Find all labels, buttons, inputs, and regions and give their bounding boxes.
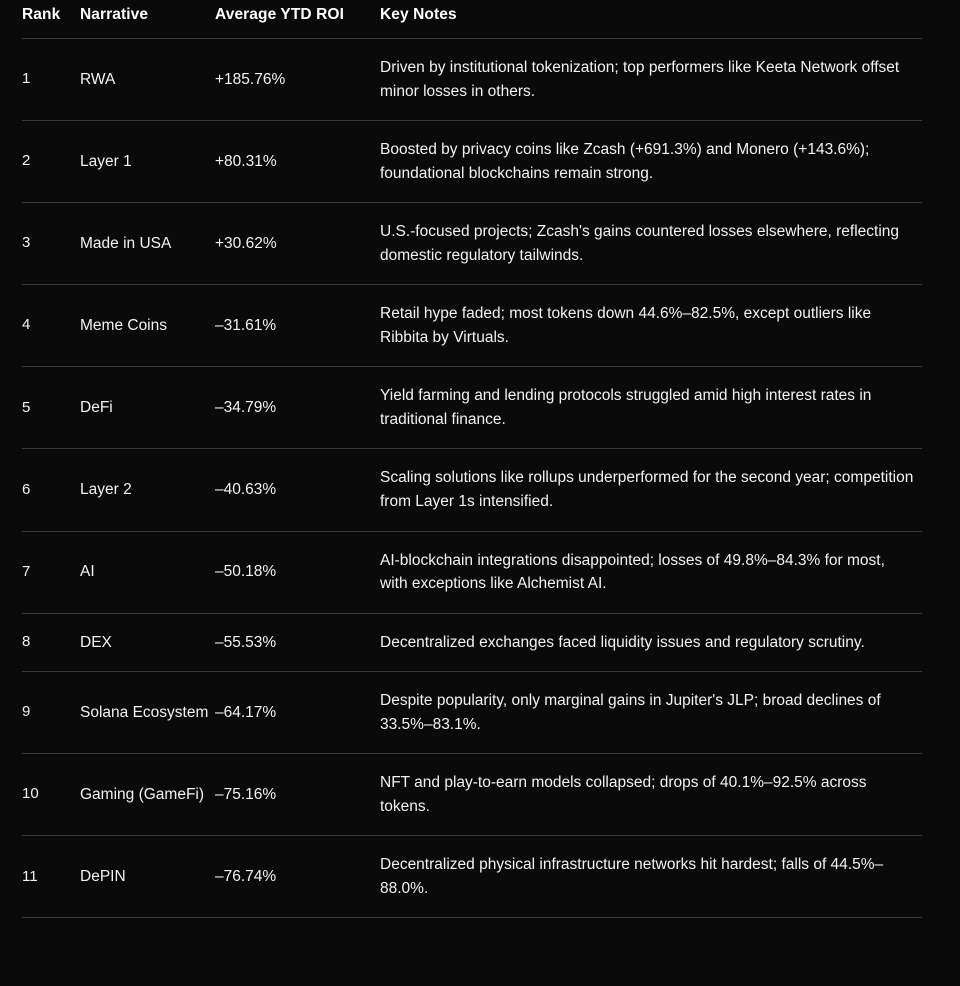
cell-notes: Boosted by privacy coins like Zcash (+691.3%) and Monero (+143.6%); foundational blockchains remain strong. bbox=[380, 121, 922, 203]
table-row bbox=[22, 836, 922, 918]
cell-rank: 6 bbox=[22, 449, 80, 531]
cell-roi: –55.53% bbox=[215, 613, 380, 672]
cell-narrative: DEX bbox=[80, 613, 215, 672]
table-row bbox=[22, 367, 922, 449]
cell-rank: 5 bbox=[22, 367, 80, 449]
column-header-roi: Average YTD ROI bbox=[215, 6, 344, 23]
table-row bbox=[22, 531, 922, 613]
cell-notes: Scaling solutions like rollups underperformed for the second year; competition from Layer 1s intensified. bbox=[380, 449, 922, 531]
table-row bbox=[22, 285, 922, 367]
cell-notes: Retail hype faded; most tokens down 44.6%–82.5%, except outliers like Ribbita by Virtuals. bbox=[380, 285, 922, 367]
cell-roi: –76.74% bbox=[215, 836, 380, 918]
cell-rank: 10 bbox=[22, 754, 80, 836]
column-header-notes: Key Notes bbox=[380, 6, 457, 23]
cell-rank: 3 bbox=[22, 203, 80, 285]
cell-notes: Driven by institutional tokenization; top performers like Keeta Network offset minor losses in others. bbox=[380, 39, 922, 121]
cell-roi: +80.31% bbox=[215, 121, 380, 203]
cell-narrative: Layer 1 bbox=[80, 121, 215, 203]
column-header-narrative: Narrative bbox=[80, 6, 149, 23]
cell-rank: 8 bbox=[22, 613, 80, 672]
cell-notes: Despite popularity, only marginal gains in Jupiter's JLP; broad declines of 33.5%–83.1%. bbox=[380, 672, 922, 754]
cell-roi: –31.61% bbox=[215, 285, 380, 367]
cell-rank: 7 bbox=[22, 531, 80, 613]
table-row bbox=[22, 39, 922, 121]
cell-notes: U.S.-focused projects; Zcash's gains countered losses elsewhere, reflecting domestic regulatory tailwinds. bbox=[380, 203, 922, 285]
table-row bbox=[22, 613, 922, 672]
cell-rank: 9 bbox=[22, 672, 80, 754]
cell-narrative: Layer 2 bbox=[80, 449, 215, 531]
cell-narrative: Gaming (GameFi) bbox=[80, 754, 215, 836]
table-header-row bbox=[22, 0, 922, 39]
cell-narrative: Made in USA bbox=[80, 203, 215, 285]
cell-narrative: DeFi bbox=[80, 367, 215, 449]
cell-rank: 2 bbox=[22, 121, 80, 203]
cell-rank: 1 bbox=[22, 39, 80, 121]
cell-notes: Decentralized physical infrastructure networks hit hardest; falls of 44.5%–88.0%. bbox=[380, 836, 922, 918]
cell-notes: Decentralized exchanges faced liquidity issues and regulatory scrutiny. bbox=[380, 613, 922, 672]
cell-roi: +30.62% bbox=[215, 203, 380, 285]
table-row bbox=[22, 449, 922, 531]
cell-roi: –64.17% bbox=[215, 672, 380, 754]
cell-roi: –40.63% bbox=[215, 449, 380, 531]
table-row bbox=[22, 672, 922, 754]
table-row bbox=[22, 121, 922, 203]
cell-narrative: AI bbox=[80, 531, 215, 613]
cell-notes: NFT and play-to-earn models collapsed; drops of 40.1%–92.5% across tokens. bbox=[380, 754, 922, 836]
cell-roi: –50.18% bbox=[215, 531, 380, 613]
cell-rank: 4 bbox=[22, 285, 80, 367]
column-header-rank: Rank bbox=[22, 6, 61, 23]
cell-roi: –34.79% bbox=[215, 367, 380, 449]
narrative-roi-table bbox=[22, 0, 922, 918]
cell-narrative: RWA bbox=[80, 39, 215, 121]
cell-narrative: Meme Coins bbox=[80, 285, 215, 367]
cell-narrative: DePIN bbox=[80, 836, 215, 918]
cell-narrative: Solana Ecosystem bbox=[80, 672, 215, 754]
cell-roi: +185.76% bbox=[215, 39, 380, 121]
table-row bbox=[22, 754, 922, 836]
cell-roi: –75.16% bbox=[215, 754, 380, 836]
cell-notes: AI-blockchain integrations disappointed; losses of 49.8%–84.3% for most, with exceptions like Alchemist AI. bbox=[380, 531, 922, 613]
table-row bbox=[22, 203, 922, 285]
cell-notes: Yield farming and lending protocols struggled amid high interest rates in traditional finance. bbox=[380, 367, 922, 449]
table-header bbox=[22, 0, 922, 39]
table-body bbox=[22, 39, 922, 918]
cell-rank: 11 bbox=[22, 836, 80, 918]
